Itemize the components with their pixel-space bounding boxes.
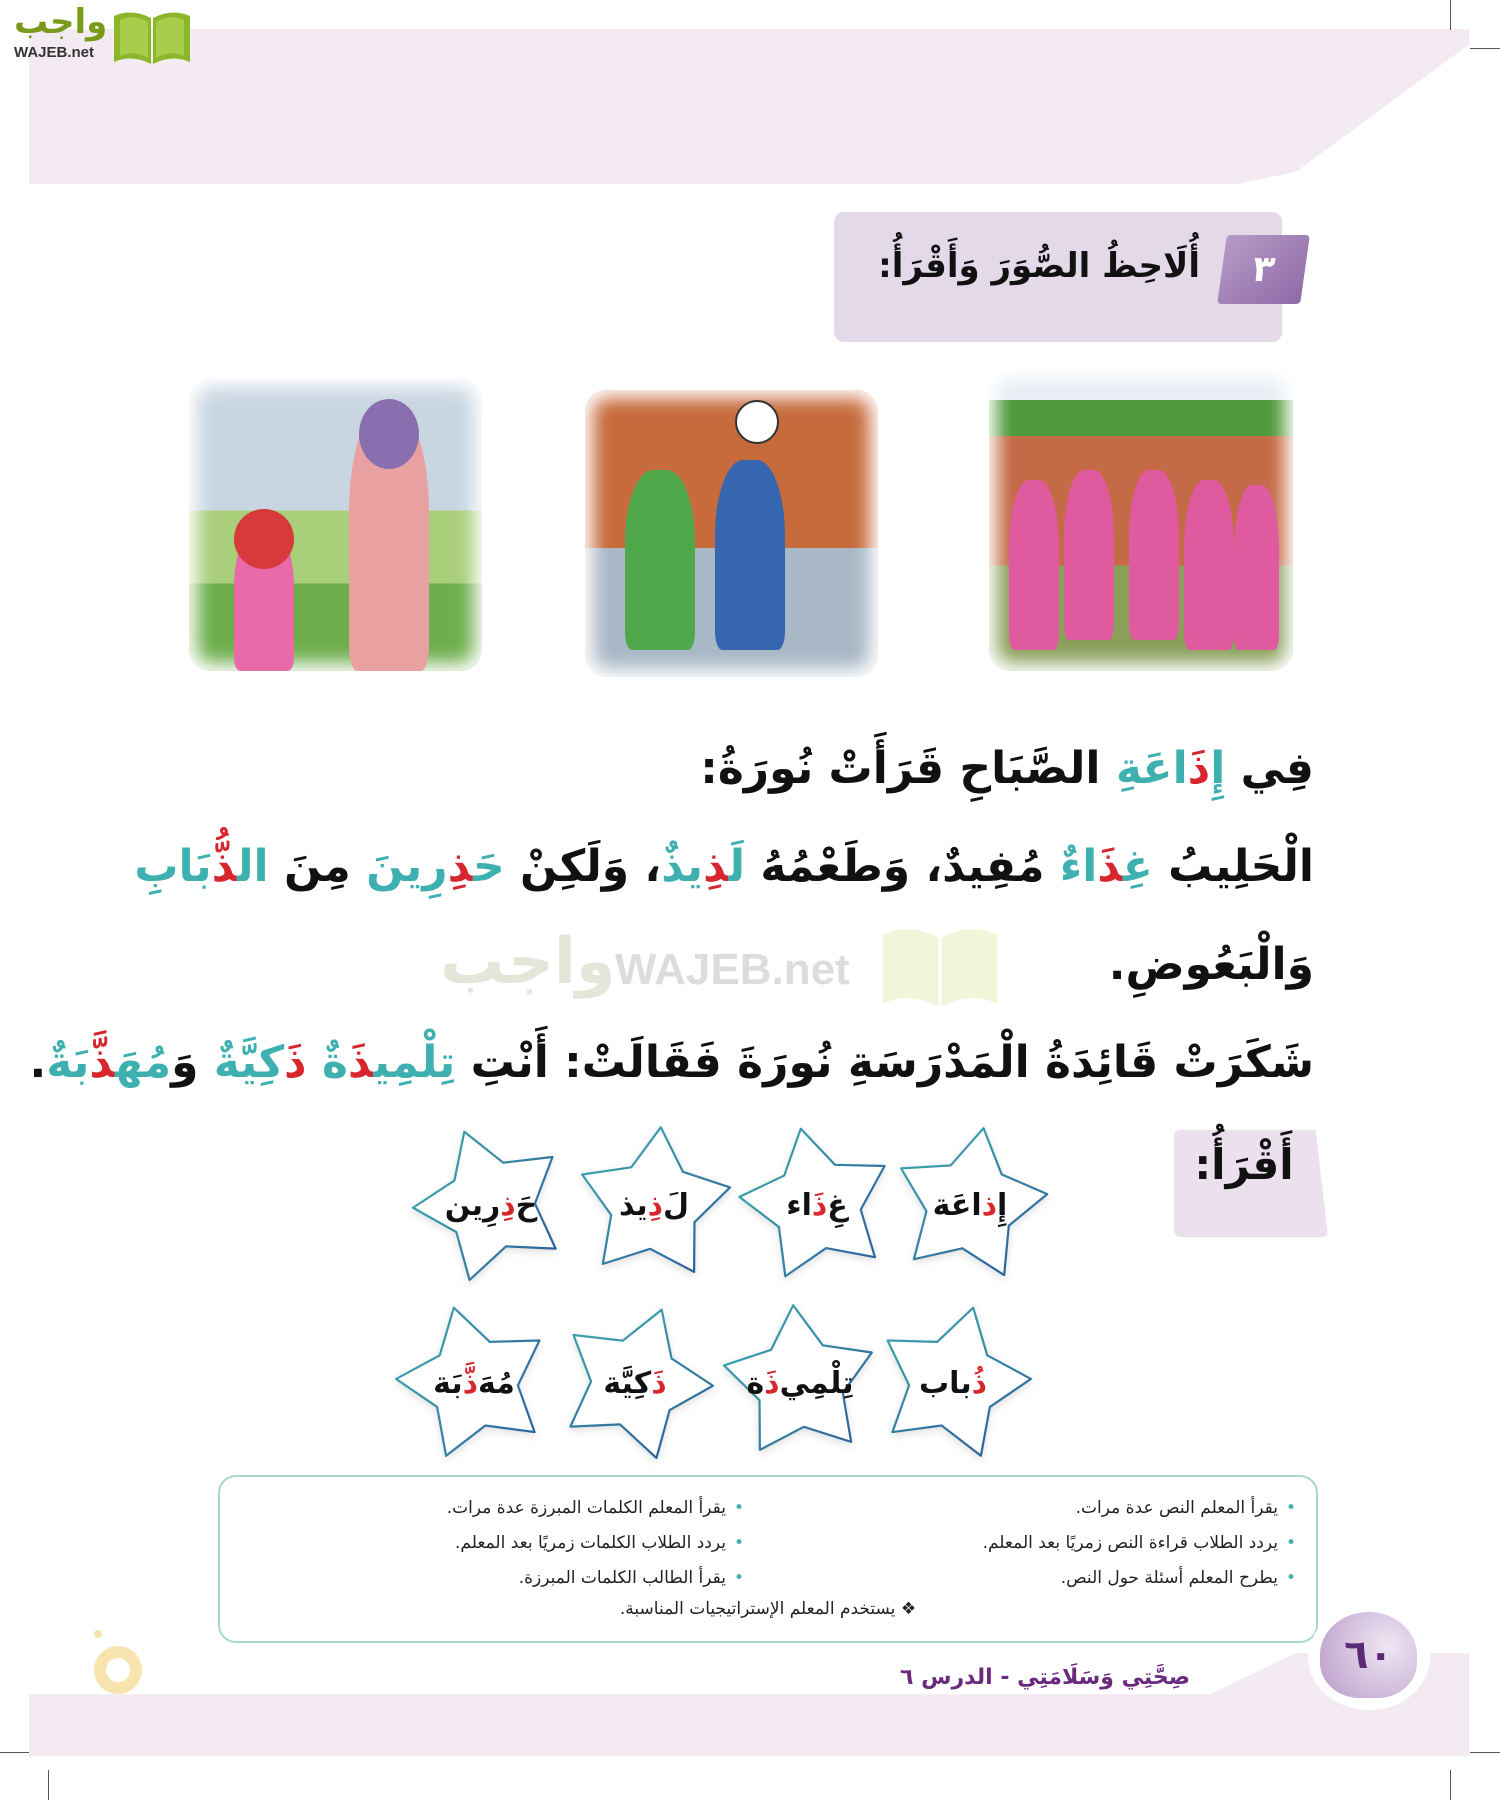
- teacher-notes-box: [218, 1475, 1318, 1643]
- teacher-note-item: [447, 1491, 744, 1526]
- star-word: [715, 1298, 885, 1468]
- star-word: [885, 1120, 1055, 1290]
- teacher-note-item: [447, 1526, 744, 1561]
- star-word: [389, 1298, 559, 1468]
- teacher-note-text: يردد الطلاب الكلمات زمريًا بعد المعلم.: [455, 1533, 726, 1553]
- passage-text-segment: وَ: [171, 1037, 214, 1088]
- passage-text-segment: رِينَ: [366, 841, 448, 892]
- star-word-segment: ذُ: [971, 1365, 988, 1401]
- passage-text-segment: بَةٌ: [46, 1037, 90, 1088]
- star-word-segment: ذَ: [764, 1365, 780, 1401]
- bullet-icon: •: [1285, 1533, 1296, 1553]
- logo-latin: WAJEB.net: [14, 44, 95, 61]
- star-word-segment: ذ: [981, 1187, 998, 1223]
- passage-text-segment: بَابِ: [134, 841, 212, 892]
- teacher-notes-footer: [220, 1599, 1316, 1619]
- bullet-icon: •: [1285, 1568, 1296, 1588]
- bullet-icon: •: [1285, 1498, 1296, 1518]
- passage-text-segment: [307, 1037, 322, 1088]
- read-label: أَقْرَأُ:: [1194, 1140, 1294, 1189]
- teacher-note-text: يردد الطلاب قراءة النص زمريًا بعد المعلم.: [982, 1533, 1278, 1553]
- star-word-segment: بَة: [433, 1365, 463, 1401]
- passage-text-segment: اءٌ: [1059, 841, 1098, 892]
- watermark-arabic: واجب: [440, 925, 616, 999]
- teacher-note-item: [983, 1526, 1296, 1561]
- star-word-segment: لَ: [662, 1187, 690, 1223]
- passage-text-segment: الصَّبَاحِ قَرَأَتْ نُورَةُ:: [700, 743, 1116, 794]
- reading-passage: [29, 720, 1314, 1112]
- star-word-segment: رِين: [444, 1187, 501, 1223]
- footer-lesson-title: صِحَّتِي وَسَلَامَتِي - الدرس ٦: [900, 1665, 1190, 1690]
- section-number-badge: ٣: [1217, 235, 1310, 304]
- header-band: [29, 29, 1469, 184]
- teacher-note-text: يقرأ الطالب الكلمات المبرزة.: [518, 1568, 726, 1588]
- star-word: [732, 1120, 902, 1290]
- star-word: [406, 1120, 576, 1290]
- star-word-segment: ذَّ: [462, 1365, 479, 1401]
- teacher-notes-footer-text: يستخدم المعلم الإستراتيجيات المناسبة.: [619, 1599, 896, 1619]
- book-icon: [112, 8, 192, 66]
- passage-text-segment: ذَ: [347, 1037, 374, 1088]
- word-star[interactable]: [885, 1120, 1055, 1290]
- word-star[interactable]: [732, 1120, 902, 1290]
- passage-text-segment: ذَ: [284, 1037, 307, 1088]
- teacher-note-item: [447, 1561, 744, 1596]
- passage-text-segment: ذَ: [1097, 841, 1123, 892]
- teacher-note-item: [983, 1491, 1296, 1526]
- passage-text-segment: وَالْبَعُوضِ.: [1108, 939, 1314, 990]
- passage-text-segment: حَ: [473, 841, 505, 892]
- illustration-boys-playing-football: [585, 390, 878, 677]
- star-word-segment: حَ: [515, 1187, 538, 1223]
- passage-text-segment: مُهَ: [114, 1037, 172, 1088]
- bullet-icon: •: [733, 1498, 744, 1518]
- passage-line: [134, 818, 1314, 916]
- star-word-segment: ة: [746, 1365, 765, 1401]
- word-star[interactable]: [569, 1120, 739, 1290]
- passage-text-segment: ذَ: [1187, 743, 1211, 794]
- star-word-segment: اء: [786, 1187, 812, 1223]
- passage-text-segment: اعَةِ: [1115, 743, 1188, 794]
- star-word-segment: اعَة: [932, 1187, 982, 1223]
- passage-text-segment: شَكَرَتْ قَائِدَةُ الْمَدْرَسَةِ نُورَةَ فَقَالَتْ: أَنْتِ: [455, 1037, 1314, 1088]
- star-word-segment: مُهَ: [478, 1365, 515, 1401]
- passage-line: [184, 720, 1314, 818]
- star-word-segment: يذ: [618, 1187, 648, 1223]
- publisher-logo-icon: [86, 1622, 150, 1702]
- passage-text-segment: ال: [237, 841, 269, 892]
- passage-text-segment: ذِ: [447, 841, 473, 892]
- star-word: [569, 1120, 739, 1290]
- passage-text-segment: لَ: [728, 841, 746, 892]
- passage-text-segment: يذٌ: [661, 841, 704, 892]
- star-word-segment: ذَ: [651, 1365, 667, 1401]
- word-star[interactable]: [715, 1298, 885, 1468]
- bullet-icon: •: [733, 1533, 744, 1553]
- passage-text-segment: ذِ: [703, 841, 729, 892]
- passage-line: [184, 916, 1314, 1014]
- star-word-segment: ذِ: [647, 1187, 663, 1223]
- passage-text-segment: .: [29, 1037, 47, 1088]
- bullet-icon: •: [733, 1568, 744, 1588]
- star-word-segment: غِ: [827, 1187, 848, 1223]
- logo-arabic: واجب: [14, 2, 108, 42]
- star-word: [868, 1298, 1038, 1468]
- illustration-girls-reading-at-school: [989, 370, 1293, 671]
- star-word-segment: باب: [918, 1365, 972, 1401]
- passage-text-segment: مِنَ: [268, 841, 367, 892]
- passage-text-segment: الْحَلِيبُ: [1152, 841, 1314, 892]
- teacher-note-text: يقرأ المعلم النص عدة مرات.: [1075, 1498, 1278, 1518]
- star-word-segment: إِ: [997, 1187, 1008, 1223]
- teacher-notes-column-2: [447, 1491, 744, 1596]
- star-word: [550, 1298, 720, 1468]
- section-heading-title: أُلَاحِظُ الصُّوَرَ وَأَقْرَأُ:: [878, 246, 1200, 286]
- passage-text-segment: إِ: [1210, 743, 1226, 794]
- word-star[interactable]: [389, 1298, 559, 1468]
- passage-text-segment: ذُّ: [211, 841, 238, 892]
- passage-text-segment: فِي: [1225, 743, 1314, 794]
- passage-line: [29, 1014, 1314, 1112]
- star-word-segment: تِلْمِي: [779, 1365, 854, 1401]
- word-star[interactable]: [868, 1298, 1038, 1468]
- passage-text-segment: ذَّ: [89, 1037, 115, 1088]
- passage-text-segment: تِلْمِي: [373, 1037, 456, 1088]
- page-number: ٦٠: [1320, 1612, 1417, 1698]
- illustration-teacher-with-girl: [189, 379, 482, 671]
- teacher-note-text: يقرأ المعلم الكلمات المبرزة عدة مرات.: [446, 1498, 726, 1518]
- watermark-latin: WAJEB.net: [615, 945, 850, 994]
- star-word-segment: كِيَّة: [603, 1365, 652, 1401]
- footer-band: [29, 1653, 1469, 1756]
- word-star[interactable]: [406, 1120, 576, 1290]
- passage-text-segment: غِ: [1122, 841, 1153, 892]
- teacher-note-text: يطرح المعلم أسئلة حول النص.: [1060, 1568, 1278, 1588]
- wajeb-logo[interactable]: [8, 2, 193, 66]
- passage-text-segment: ، وَلَكِنْ: [504, 841, 662, 892]
- word-star[interactable]: [550, 1298, 720, 1468]
- passage-text-segment: كِيَّةٌ: [213, 1037, 285, 1088]
- star-word-segment: ذَ: [811, 1187, 828, 1223]
- teacher-note-item: [983, 1561, 1296, 1596]
- star-word-segment: ذِ: [500, 1187, 516, 1223]
- passage-text-segment: مُفِيدٌ، وَطَعْمُهُ: [745, 841, 1060, 892]
- passage-text-segment: ةٌ: [321, 1037, 348, 1088]
- teacher-notes-column-1: [983, 1491, 1296, 1596]
- diamond-bullet-icon: ❖: [900, 1599, 917, 1619]
